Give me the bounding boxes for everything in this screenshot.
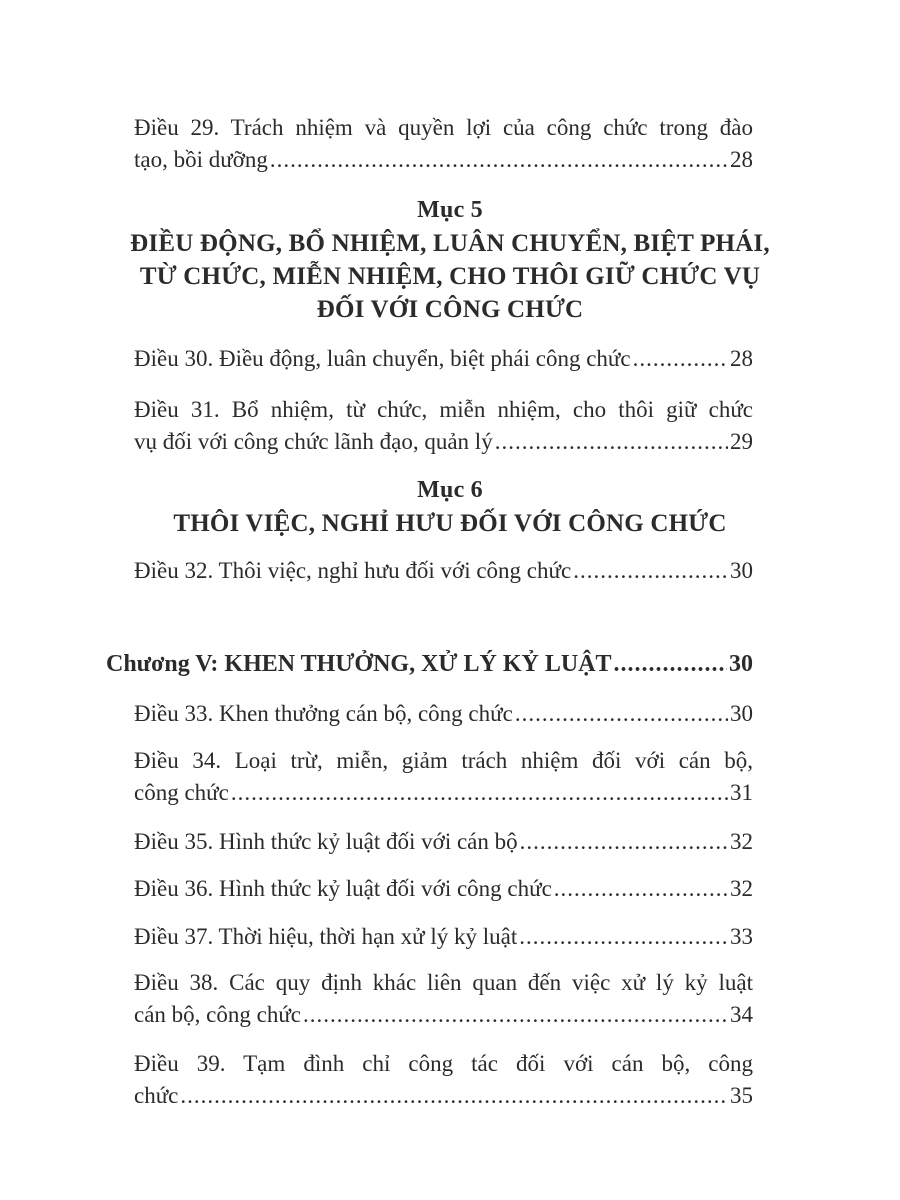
toc-entry-39[interactable] bbox=[134, 1048, 753, 1112]
toc-entry-38[interactable] bbox=[134, 967, 753, 1031]
toc-entry-36[interactable] bbox=[134, 873, 753, 905]
entry-leader-row bbox=[134, 698, 753, 730]
section-title-line3: ĐỐI VỚI CÔNG CHỨC bbox=[316, 296, 584, 323]
entry-title-line1: Điều 32. Thôi việc, nghỉ hưu đối với công chức bbox=[134, 558, 572, 583]
dot-leader bbox=[554, 873, 728, 905]
toc-entry-37[interactable] bbox=[134, 921, 753, 953]
chapter-title: Chương V: KHEN THƯỞNG, XỬ LÝ KỶ LUẬT bbox=[106, 651, 612, 677]
entry-title-line2: cán bộ, công chức bbox=[134, 1002, 302, 1027]
section-title-line1: ĐIỀU ĐỘNG, BỔ NHIỆM, LUÂN CHUYỂN, BIỆT PHÁI, bbox=[130, 230, 770, 257]
entry-leader-row bbox=[134, 777, 753, 809]
section-label: Mục 6 bbox=[417, 477, 483, 503]
entry-leader-row bbox=[134, 144, 753, 176]
entry-leader-row bbox=[134, 555, 753, 587]
section-title-line2: TỪ CHỨC, MIỄN NHIỆM, CHO THÔI GIỮ CHỨC VỤ bbox=[139, 263, 761, 290]
entry-title-line1: Điều 38. Các quy định khác liên quan đến việc xử lý kỷ luật bbox=[134, 970, 753, 995]
entry-leader-row bbox=[134, 873, 753, 905]
entry-title-line1: Điều 33. Khen thưởng cán bộ, công chức bbox=[134, 701, 513, 726]
entry-title-line1: Điều 31. Bổ nhiệm, từ chức, miễn nhiệm, cho thôi giữ chức bbox=[134, 397, 753, 422]
entry-title-line1: Điều 30. Điều động, luân chuyển, biệt phái công chức bbox=[134, 346, 631, 371]
page-number: 31 bbox=[730, 780, 753, 805]
entry-title-line2: tạo, bồi dưỡng bbox=[134, 147, 268, 172]
dot-leader bbox=[231, 777, 728, 809]
entry-leader-row bbox=[106, 648, 753, 680]
entry-title-line1: Điều 37. Thời hiệu, thời hạn xử lý kỷ luật bbox=[134, 924, 518, 949]
entry-leader-row bbox=[134, 1080, 753, 1112]
page-number: 30 bbox=[729, 651, 753, 677]
toc-entry-30[interactable] bbox=[134, 343, 753, 375]
toc-entry-34[interactable] bbox=[134, 745, 753, 809]
entry-title-line1: Điều 36. Hình thức kỷ luật đối với công chức bbox=[134, 876, 552, 901]
entry-title-line1: Điều 35. Hình thức kỷ luật đối với cán bộ bbox=[134, 829, 518, 854]
page-number: 34 bbox=[730, 1002, 753, 1027]
entry-title-line2: vụ đối với công chức lãnh đạo, quản lý bbox=[134, 429, 493, 454]
section-6-heading[interactable] bbox=[90, 474, 810, 540]
dot-leader bbox=[303, 999, 728, 1031]
entry-title-line1: Điều 39. Tạm đình chỉ công tác đối với cán bộ, công bbox=[134, 1051, 753, 1076]
page-number: 32 bbox=[730, 876, 753, 901]
entry-leader-row bbox=[134, 921, 753, 953]
entry-leader-row bbox=[134, 999, 753, 1031]
dot-leader bbox=[495, 426, 728, 458]
toc-entry-35[interactable] bbox=[134, 826, 753, 858]
dot-leader bbox=[573, 555, 728, 587]
dot-leader bbox=[270, 144, 728, 176]
dot-leader bbox=[519, 921, 728, 953]
section-title-line1: THÔI VIỆC, NGHỈ HƯU ĐỐI VỚI CÔNG CHỨC bbox=[173, 510, 727, 537]
dot-leader bbox=[520, 826, 728, 858]
page-number: 35 bbox=[730, 1083, 753, 1108]
section-5-heading[interactable] bbox=[90, 194, 810, 326]
page-number: 33 bbox=[730, 924, 753, 949]
page-number: 30 bbox=[730, 701, 753, 726]
toc-entry-33[interactable] bbox=[134, 698, 753, 730]
entry-title-line1: Điều 29. Trách nhiệm và quyền lợi của công chức trong đào bbox=[134, 115, 753, 140]
page-number: 28 bbox=[730, 147, 753, 172]
dot-leader bbox=[180, 1080, 728, 1112]
entry-leader-row bbox=[134, 826, 753, 858]
section-label: Mục 5 bbox=[417, 197, 483, 223]
page-number: 30 bbox=[730, 558, 753, 583]
toc-entry-32[interactable] bbox=[134, 555, 753, 587]
dot-leader bbox=[515, 698, 728, 730]
page-number: 28 bbox=[730, 346, 753, 371]
page-number: 32 bbox=[730, 829, 753, 854]
entry-leader-row bbox=[134, 426, 753, 458]
toc-entry-31[interactable] bbox=[134, 394, 753, 458]
entry-leader-row bbox=[134, 343, 753, 375]
entry-title-line2: chức bbox=[134, 1083, 179, 1108]
toc-entry-29[interactable] bbox=[134, 112, 753, 176]
entry-title-line1: Điều 34. Loại trừ, miễn, giảm trách nhiệm đối với cán bộ, bbox=[134, 748, 753, 773]
dot-leader bbox=[633, 343, 728, 375]
dot-leader bbox=[614, 648, 727, 680]
toc-chapter-5[interactable] bbox=[106, 648, 753, 680]
page-number: 29 bbox=[730, 429, 753, 454]
entry-title-line2: công chức bbox=[134, 780, 229, 805]
